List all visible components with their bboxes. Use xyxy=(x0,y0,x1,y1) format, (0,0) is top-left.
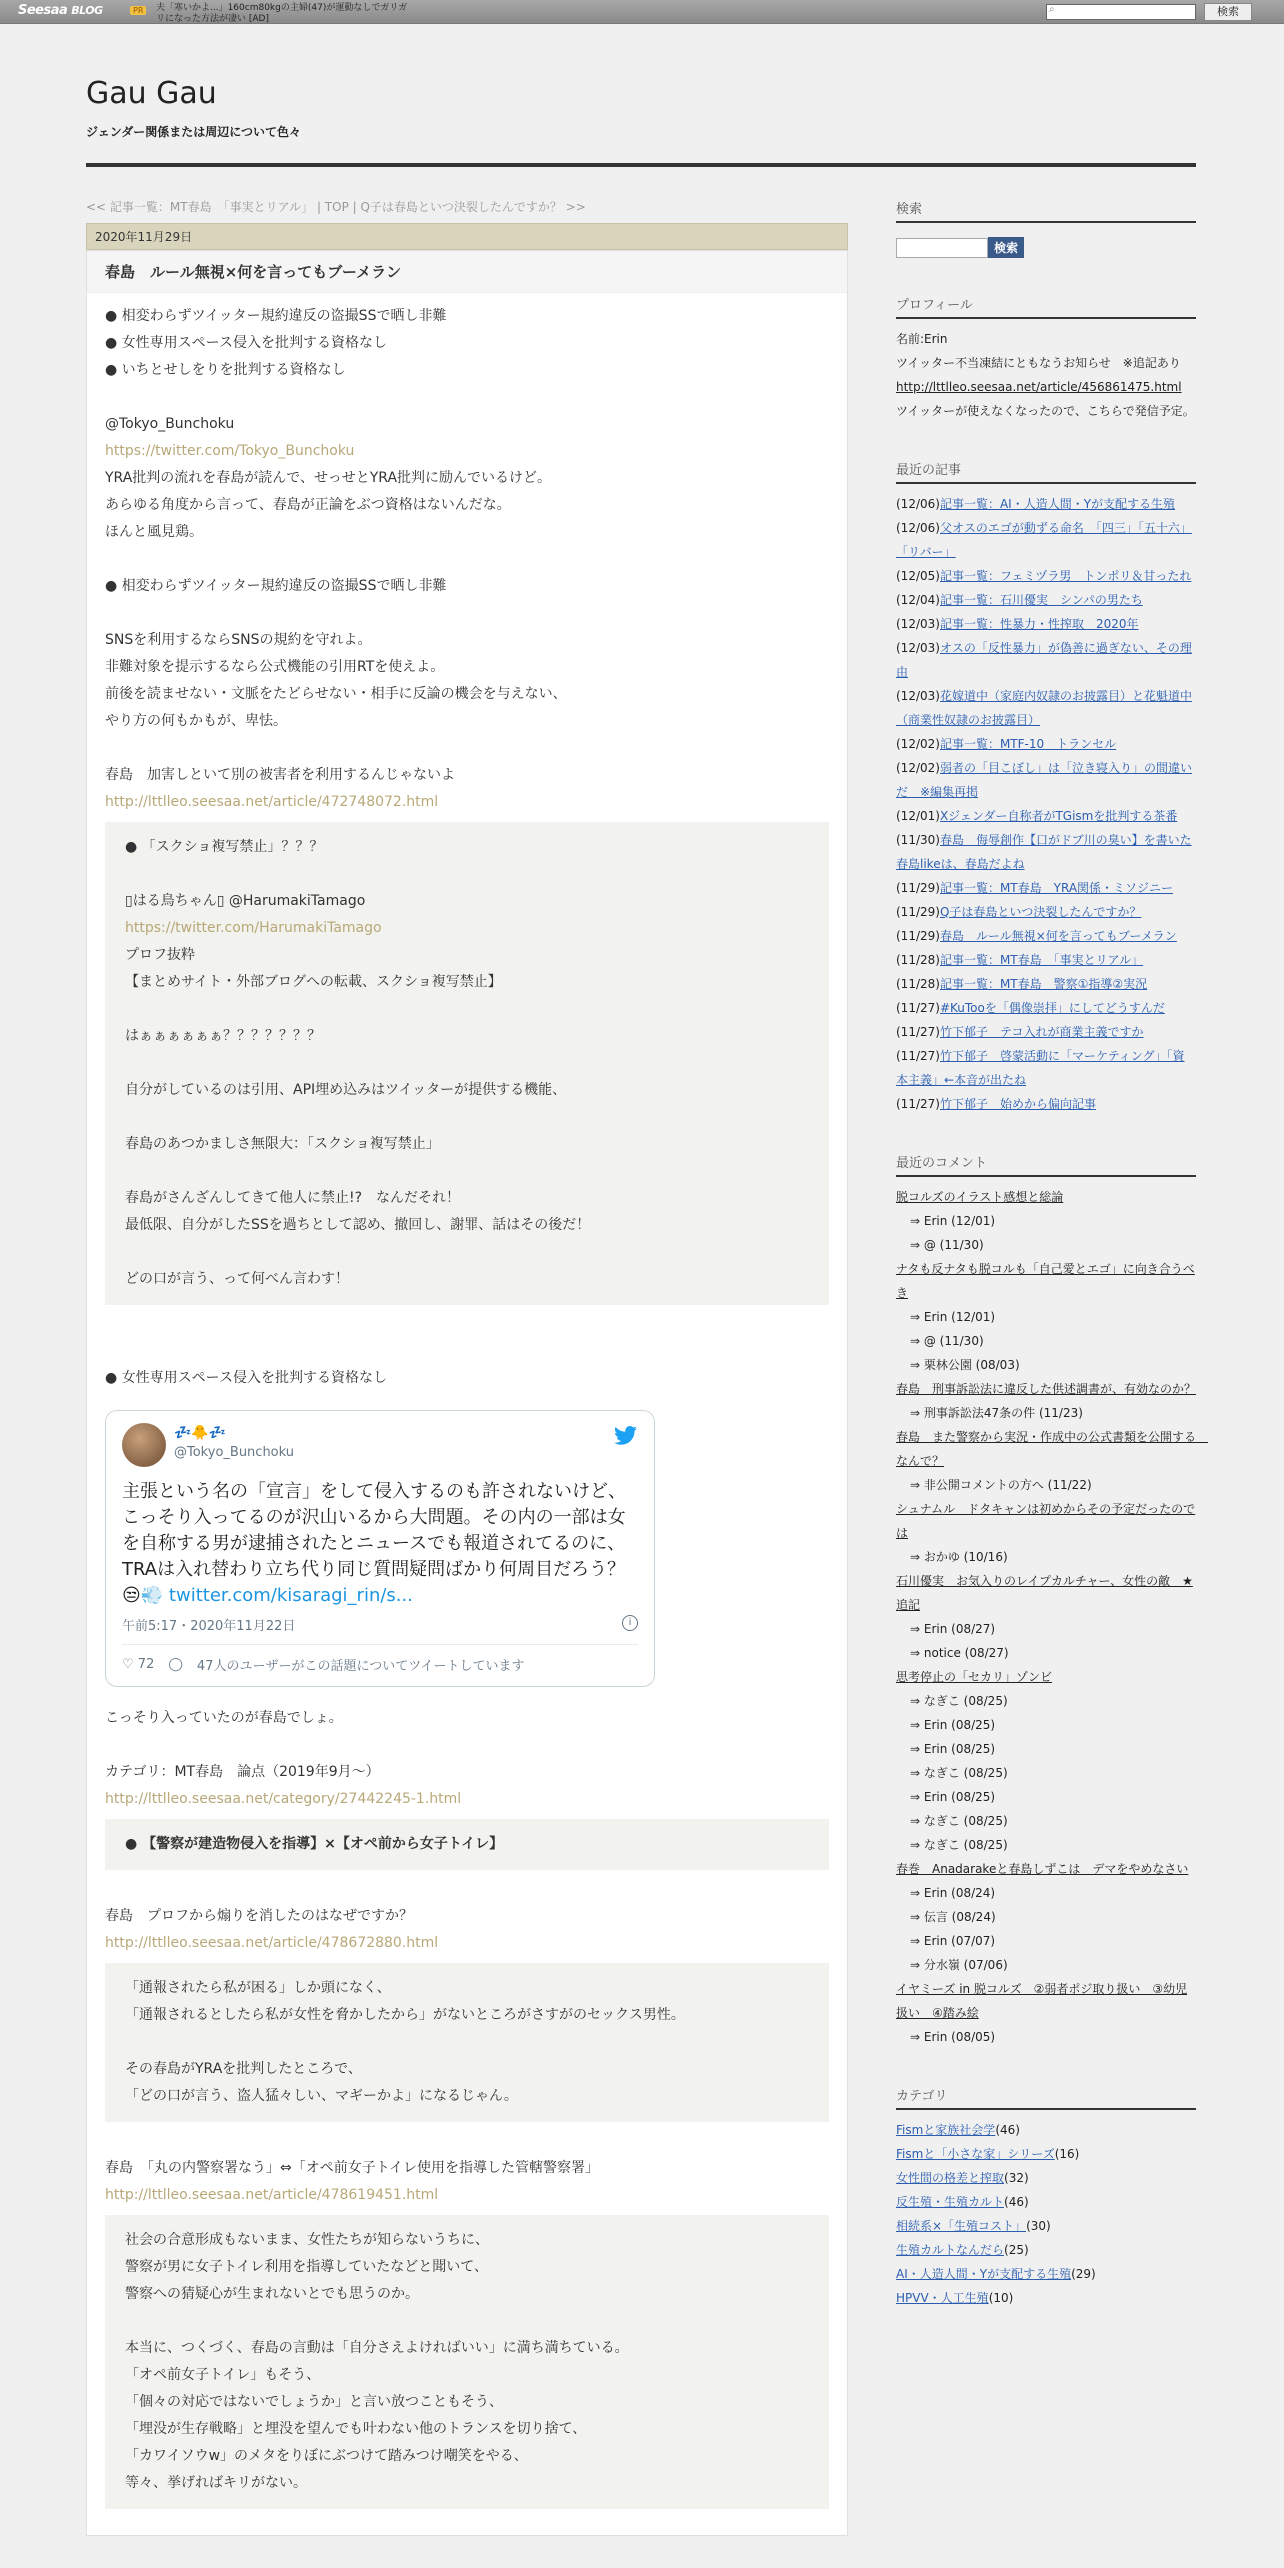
top-bar xyxy=(0,0,1284,24)
list-item xyxy=(896,1044,1196,1092)
comment-post-link[interactable]: イヤミーズ in 脱コルズ ②弱者ポジ取り扱い ③幼児扱い ④踏み絵 xyxy=(896,1982,1188,2020)
reply-icon[interactable]: ◯ xyxy=(168,1657,183,1672)
list-item xyxy=(896,2286,1196,2310)
profile-link[interactable]: http://lttlleo.seesaa.net/article/456861475.html xyxy=(896,380,1182,394)
comment-item[interactable]: ⇒ Erin (08/24) xyxy=(910,1886,996,1900)
paragraph: @Tokyo_Bunchoku xyxy=(105,416,235,432)
sidebar-profile xyxy=(896,294,1196,423)
list-item xyxy=(896,2166,1196,2190)
link[interactable]: http://lttlleo.seesaa.net/category/27442245-1.html xyxy=(105,1791,462,1807)
tweet-author-name[interactable]: 💤🐥💤 xyxy=(174,1425,227,1441)
link[interactable]: http://lttlleo.seesaa.net/article/478672880.html xyxy=(105,1935,439,1951)
article-date: (12/06) xyxy=(896,521,940,535)
article-link[interactable]: 記事一覧：フェミヅラ男 トンポリ＆甘ったれ xyxy=(939,569,1192,583)
comment-item[interactable]: ⇒ notice (08/27) xyxy=(910,1646,1009,1660)
article-link[interactable]: 記事一覧：MT春島 警察①指導②実況 xyxy=(939,977,1148,991)
top-search-button[interactable]: 検索 xyxy=(1204,3,1252,21)
article-date: (11/30) xyxy=(896,833,940,847)
list-item xyxy=(896,804,1196,828)
sidebar-heading: 検索 xyxy=(896,198,1196,223)
sidebar xyxy=(896,198,1209,2346)
site-description: ジェンダー関係または周辺について色々 xyxy=(86,125,302,139)
article-date: (12/03) xyxy=(896,689,940,703)
article-date: (11/29) xyxy=(896,929,940,943)
list-item xyxy=(896,996,1196,1020)
list-item xyxy=(896,516,1196,564)
article-date: (12/06) xyxy=(896,497,940,511)
article-link[interactable]: 記事一覧：MTF-10 トランセル xyxy=(939,737,1117,751)
list-item xyxy=(896,900,1196,924)
blockquote: ● 「スクショ複写禁止」？？？ ▯はる鳥ちゃん▯ @HarumakiTamago https://twitter.com/HarumakiTamago プロフ抜粋 【まとめサイト・外部ブログへの転載、スクショ複写禁止】 はぁぁぁぁぁぁ？？？？？？？ 自分がしているのは引用、API埋め込みはツイッターが提供する機能、 春島のあつかましさ無限大：「スクショ複写禁止」 春島がさんざんしてきて他人に禁止!? なんだそれ！ 最低限、自分がしたSSを過ちとして認め、撤回し、謝罪、話はその後だ！ どの口が言う、って何べん言わす！ xyxy=(105,822,829,1305)
article-link[interactable]: 記事一覧：MT春島 「事実とリアル」 xyxy=(939,953,1144,967)
category-link[interactable]: 生殖カルトなんだら xyxy=(896,2243,1005,2257)
comment-post-link[interactable]: 脱コルズのイラスト感想と総論 xyxy=(896,1190,1064,1204)
comment-item[interactable]: ⇒ なぎこ (08/25) xyxy=(910,1838,1008,1852)
category-count: (29) xyxy=(1071,2267,1096,2281)
paragraph: こっそり入っていたのが春島でしょ。 xyxy=(105,1710,343,1726)
comment-post-link[interactable]: 春巻 Anadarakeと春島しずこは デマをやめなさい xyxy=(896,1862,1189,1876)
article-link[interactable]: #KuTooを「偶像崇拝」にしてどうすんだ xyxy=(939,1001,1165,1015)
article-date: (12/02) xyxy=(896,737,940,751)
comment-post-link[interactable]: ナタも反ナタも脱コルも「自己愛とエゴ」に向き合うべき xyxy=(896,1262,1195,1300)
top-search-input[interactable] xyxy=(1046,4,1196,20)
article-link[interactable]: 記事一覧：AI・人造人間・Yが支配する生殖 xyxy=(939,497,1176,511)
tweet-timestamp[interactable]: 午前5:17・2020年11月22日 i xyxy=(122,1615,638,1634)
link[interactable]: https://twitter.com/Tokyo_Bunchoku xyxy=(105,443,355,459)
ad-tag: PR xyxy=(130,6,146,15)
article-date: (11/28) xyxy=(896,977,940,991)
article xyxy=(86,250,848,2536)
list-item xyxy=(896,924,1196,948)
comment-item[interactable]: ⇒ なぎこ (08/25) xyxy=(910,1766,1008,1780)
list-item xyxy=(896,876,1196,900)
comment-item[interactable]: ⇒ おかゆ (10/16) xyxy=(910,1550,1008,1564)
list-item xyxy=(896,2190,1196,2214)
sidebar-search-input[interactable] xyxy=(896,238,988,258)
list-item xyxy=(896,732,1196,756)
comment-item[interactable]: ⇒ 非公開コメントの方へ (11/22) xyxy=(910,1478,1092,1492)
site-title[interactable]: Gau Gau xyxy=(86,76,217,111)
comment-item[interactable]: ⇒ Erin (07/07) xyxy=(910,1934,996,1948)
comment-item[interactable]: ⇒ Erin (08/27) xyxy=(910,1622,996,1636)
article-link[interactable]: 竹下郁子 始めから偏向記事 xyxy=(939,1097,1096,1111)
sidebar-heading: カテゴリ xyxy=(896,2085,1196,2110)
article-date: (11/28) xyxy=(896,953,940,967)
list-item xyxy=(896,948,1196,972)
category-link[interactable]: 女性間の格差と搾取 xyxy=(896,2171,1005,2185)
twitter-bird-icon[interactable] xyxy=(614,1425,638,1447)
article-link[interactable]: 春島 侮辱創作【口がドブ川の臭い】を書いた春島likeは、春島だよね xyxy=(896,833,1192,871)
categories xyxy=(896,2085,1196,2310)
article-link[interactable]: 記事一覧：性暴力・性搾取 2020年 xyxy=(939,617,1139,631)
ad-link[interactable]: 夫「寒いかよ...」160cm80kgの主婦(47)が運動なしでガリガリになった方法が凄い [AD] xyxy=(156,3,408,24)
article-date: (11/29) xyxy=(896,905,940,919)
article-date: (11/27) xyxy=(896,1097,940,1111)
sidebar-heading: プロフィール xyxy=(896,294,1196,319)
article-date: (12/01) xyxy=(896,809,940,823)
info-icon[interactable]: i xyxy=(622,1615,638,1631)
comment-item[interactable]: ⇒ Erin (08/05) xyxy=(910,2030,996,2044)
comment-item[interactable]: ⇒ なぎこ (08/25) xyxy=(910,1694,1008,1708)
list-item xyxy=(896,1092,1196,1116)
category-count: (25) xyxy=(1004,2243,1029,2257)
article-link[interactable]: Xジェンダー自称者がTGismを批判する茶番 xyxy=(939,809,1178,823)
list-item xyxy=(896,588,1196,612)
article-link[interactable]: 竹下郁子 テコ入れが商業主義ですか xyxy=(939,1025,1144,1039)
category-count: (10) xyxy=(988,2291,1014,2305)
category-link[interactable]: 相続系×「生殖コスト」 xyxy=(896,2219,1027,2233)
comment-post-link[interactable]: 春島 また警察から実況・作成中の公式書類を公開する なんで？ xyxy=(896,1430,1209,1468)
list-item xyxy=(896,2214,1196,2238)
article-date: (12/03) xyxy=(896,641,940,655)
paragraph: YRA批判の流れを春島が読んで、せっせとYRA批判に励んでいるけど。 あらゆる角度から言って、春島が正論をぶつ資格はないんだな。 ほんと風見鶏。 xyxy=(105,470,552,540)
sidebar-search-button[interactable]: 検索 xyxy=(988,237,1024,258)
tweet-text: 主張という名の「宣言」をして侵入するのも許されないけど、こっそり入ってるのが沢山いるから大問題。その内の一部は女を自称する男が逮捕されたとニュースでも報道されてるのに、TRAは入れ替わり立ち代り同じ質問疑問ばかり何周目だろう？😒💨 twitter.com/kisaragi_rin/s... xyxy=(122,1481,626,1606)
recent-comments xyxy=(896,1152,1209,2049)
article-date: (12/02) xyxy=(896,761,940,775)
category-link[interactable]: Fismと家族社会学 xyxy=(896,2123,996,2137)
list-item xyxy=(896,2262,1196,2286)
paragraph: ● 相変わらずツイッター規約違反の盗撮SSで晒し非難 ● 女性専用スペース侵入を批判する資格なし ● いちとせしをりを批判する資格なし xyxy=(105,308,447,378)
article-pager[interactable]: << 記事一覧：MT春島 「事実とリアル」 | TOP | Q子は春島といつ決裂したんですか？ >> xyxy=(86,200,586,214)
blockquote: ● 【警察が建造物侵入を指導】×【オペ前から女子トイレ】 xyxy=(105,1819,829,1870)
article-date: 2020年11月29日 xyxy=(86,223,848,250)
category-link[interactable]: Fismと「小さな家」シリーズ xyxy=(896,2147,1055,2161)
category-count: (30) xyxy=(1026,2219,1051,2233)
article-title: 春島 ルール無視×何を言ってもブーメラン xyxy=(87,251,847,293)
comment-item[interactable]: ⇒ 栗林公園 (08/03) xyxy=(910,1358,1020,1372)
list-item xyxy=(896,2238,1196,2262)
comment-post-link[interactable]: 思考停止の「セカリ」ゾンビ xyxy=(896,1670,1053,1684)
tweet-conversation-link[interactable]: 47人のユーザーがこの話題についてツイートしています xyxy=(196,1659,525,1674)
article-body xyxy=(87,293,847,2535)
paragraph: 春島 加害しといて別の被害者を利用するんじゃないよ xyxy=(105,767,455,783)
list-item xyxy=(896,828,1196,876)
article-link[interactable]: 竹下郁子 啓蒙活動に「マーケティング」「資本主義」←本音が出たね xyxy=(896,1049,1185,1087)
article-link[interactable]: 父オスのエゴが動ずる命名 「四三」「五十六」「リバー」 xyxy=(896,521,1192,559)
article-link[interactable]: 花嫁道中（家庭内奴隷のお披露目）と花魁道中（商業性奴隷のお披露目） xyxy=(896,689,1192,727)
blockquote: 社会の合意形成もないまま、女性たちが知らないうちに、 警察が男に女子トイレ利用を指導していたなどと聞いて、 警察への猜疑心が生まれないとでも思うのか。 本当に、つくづく、春島の言動は「自分さえよければいい」に満ち満ちている。 「オペ前女子トイレ」もそう、 「個々の対応ではないでしょうか」と言い放つこともそう、 「埋没が生存戦略」と埋没を望んでも叶わない他のトランスを切り捨て、 「カワイソウw」のメタをりぼにぶつけて踏みつけ嘲笑をやる、 等々、挙げればキリがない。 xyxy=(105,2215,829,2509)
article-link[interactable]: 記事一覧：MT春島 YRA関係・ミソジニー xyxy=(939,881,1174,895)
search-icon: ⌕ xyxy=(1049,4,1055,15)
profile-name: 名前:Erin xyxy=(896,332,948,346)
comment-item[interactable]: ⇒ Erin (12/01) xyxy=(910,1214,996,1228)
article-date: (12/03) xyxy=(896,617,940,631)
paragraph: ● 相変わらずツイッター規約違反の盗撮SSで晒し非難 xyxy=(105,578,447,594)
paragraph: SNSを利用するならSNSの規約を守れよ。 非難対象を提示するなら公式機能の引用RTを使えよ。 前後を読ませない・文脈をたどらせない・相手に反論の機会を与えない、 やり方の何もかもが、卑怯。 xyxy=(105,632,567,729)
comment-item[interactable]: ⇒ Erin (08/25) xyxy=(910,1742,996,1756)
article-date: (11/27) xyxy=(896,1001,940,1015)
category-count: (46) xyxy=(995,2123,1020,2137)
link[interactable]: http://lttlleo.seesaa.net/article/472748072.html xyxy=(105,794,439,810)
category-link[interactable]: AI・人造人間・Yが支配する生殖 xyxy=(896,2267,1072,2281)
like-button[interactable]: ♡ 72 xyxy=(122,1657,155,1672)
main-column xyxy=(86,198,848,2536)
paragraph: 春島 プロフから煽りを消したのはなぜですか？ xyxy=(105,1908,413,1924)
list-item xyxy=(896,684,1196,732)
list-item xyxy=(896,972,1196,996)
embedded-tweet[interactable] xyxy=(105,1410,655,1687)
category-link[interactable]: HPVV・人工生殖 xyxy=(896,2291,989,2305)
list-item xyxy=(896,492,1196,516)
avatar[interactable] xyxy=(122,1423,166,1467)
comment-item[interactable]: ⇒ @ (11/30) xyxy=(910,1238,984,1252)
article-link[interactable]: 弱者の「目こぼし」は「泣き寝入り」の間違いだ ※編集再掲 xyxy=(896,761,1192,799)
list-item xyxy=(896,636,1196,684)
comment-item[interactable]: ⇒ Erin (12/01) xyxy=(910,1310,996,1324)
category-count: (32) xyxy=(1004,2171,1029,2185)
paragraph: カテゴリ：MT春島 論点（2019年9月～） xyxy=(105,1764,380,1780)
list-item xyxy=(896,756,1196,804)
list-item xyxy=(896,564,1196,588)
comment-item[interactable]: ⇒ 伝言 (08/24) xyxy=(910,1910,996,1924)
blockquote: 「通報されたら私が困る」しか頭になく、 「通報されるとしたら私が女性を脅かしたから」がないところがさすがのセックス男性。 その春島がYRAを批判したところで、 「どの口が言う、盗人猛々しい、マギーかよ」になるじゃん。 xyxy=(105,1963,829,2122)
comment-post-link[interactable]: 春島 刑事訴訟法に違反した供述調書が、有効なのか？ xyxy=(896,1382,1197,1396)
article-date: (11/27) xyxy=(896,1049,940,1063)
tweet-link[interactable]: twitter.com/kisaragi_rin/s... xyxy=(168,1585,413,1606)
paragraph: ● 女性専用スペース侵入を批判する資格なし xyxy=(105,1370,387,1386)
category-link[interactable]: 反生殖・生殖カルト xyxy=(896,2195,1005,2209)
article-link[interactable]: 記事一覧：石川優実 シンパの男たち xyxy=(939,593,1143,607)
comment-item[interactable]: ⇒ Erin (08/25) xyxy=(910,1790,996,1804)
sidebar-search xyxy=(896,198,1196,258)
list-item xyxy=(896,1020,1196,1044)
comment-item[interactable]: ⇒ @ (11/30) xyxy=(910,1334,984,1348)
profile-note: ツイッター不当凍結にともなうお知らせ ※追記あり xyxy=(896,356,1181,370)
comment-item[interactable]: ⇒ なぎこ (08/25) xyxy=(910,1814,1008,1828)
comment-item[interactable]: ⇒ 分水嶺 (07/06) xyxy=(910,1958,1008,1972)
category-count: (46) xyxy=(1004,2195,1029,2209)
tweet-author-handle[interactable]: @Tokyo_Bunchoku xyxy=(174,1445,295,1460)
article-date: (12/05) xyxy=(896,569,940,583)
comment-post-link[interactable]: 石川優実 お気入りのレイプカルチャー、女性の敵 ★追記 xyxy=(896,1574,1193,1612)
category-count: (16) xyxy=(1054,2147,1080,2161)
article-link[interactable]: Q子は春島といつ決裂したんですか？ xyxy=(939,905,1142,919)
blog-header xyxy=(86,76,1196,140)
sidebar-heading: 最近のコメント xyxy=(896,1152,1196,1177)
paragraph: 春島 「丸の内警察署なう」⇔「オペ前女子トイレ使用を指導した管轄警察署」 xyxy=(105,2160,600,2176)
list-item xyxy=(896,2142,1196,2166)
sidebar-heading: 最近の記事 xyxy=(896,459,1196,484)
comment-item[interactable]: ⇒ Erin (08/25) xyxy=(910,1718,996,1732)
seesaa-blog-logo[interactable]: Seesaa BLOG xyxy=(18,3,103,18)
comment-post-link[interactable]: シュナムル ドタキャンは初めからその予定だったのでは xyxy=(896,1502,1196,1540)
comment-item[interactable]: ⇒ 刑事訴訟法47条の件 (11/23) xyxy=(910,1406,1083,1420)
article-date: (11/27) xyxy=(896,1025,940,1039)
profile-note: ツイッターが使えなくなったので、こちらで発信予定。 xyxy=(896,404,1195,418)
link[interactable]: http://lttlleo.seesaa.net/article/478619451.html xyxy=(105,2187,439,2203)
list-item xyxy=(896,612,1196,636)
header-divider xyxy=(86,163,1196,167)
recent-articles xyxy=(896,459,1196,1116)
article-date: (11/29) xyxy=(896,881,940,895)
article-link[interactable]: 春島 ルール無視×何を言ってもブーメラン xyxy=(939,929,1177,943)
article-date: (12/04) xyxy=(896,593,940,607)
link[interactable]: https://twitter.com/HarumakiTamago xyxy=(125,920,382,936)
list-item xyxy=(896,2118,1196,2142)
article-link[interactable]: オスの「反性暴力」が偽善に過ぎない、その理由 xyxy=(896,641,1192,679)
